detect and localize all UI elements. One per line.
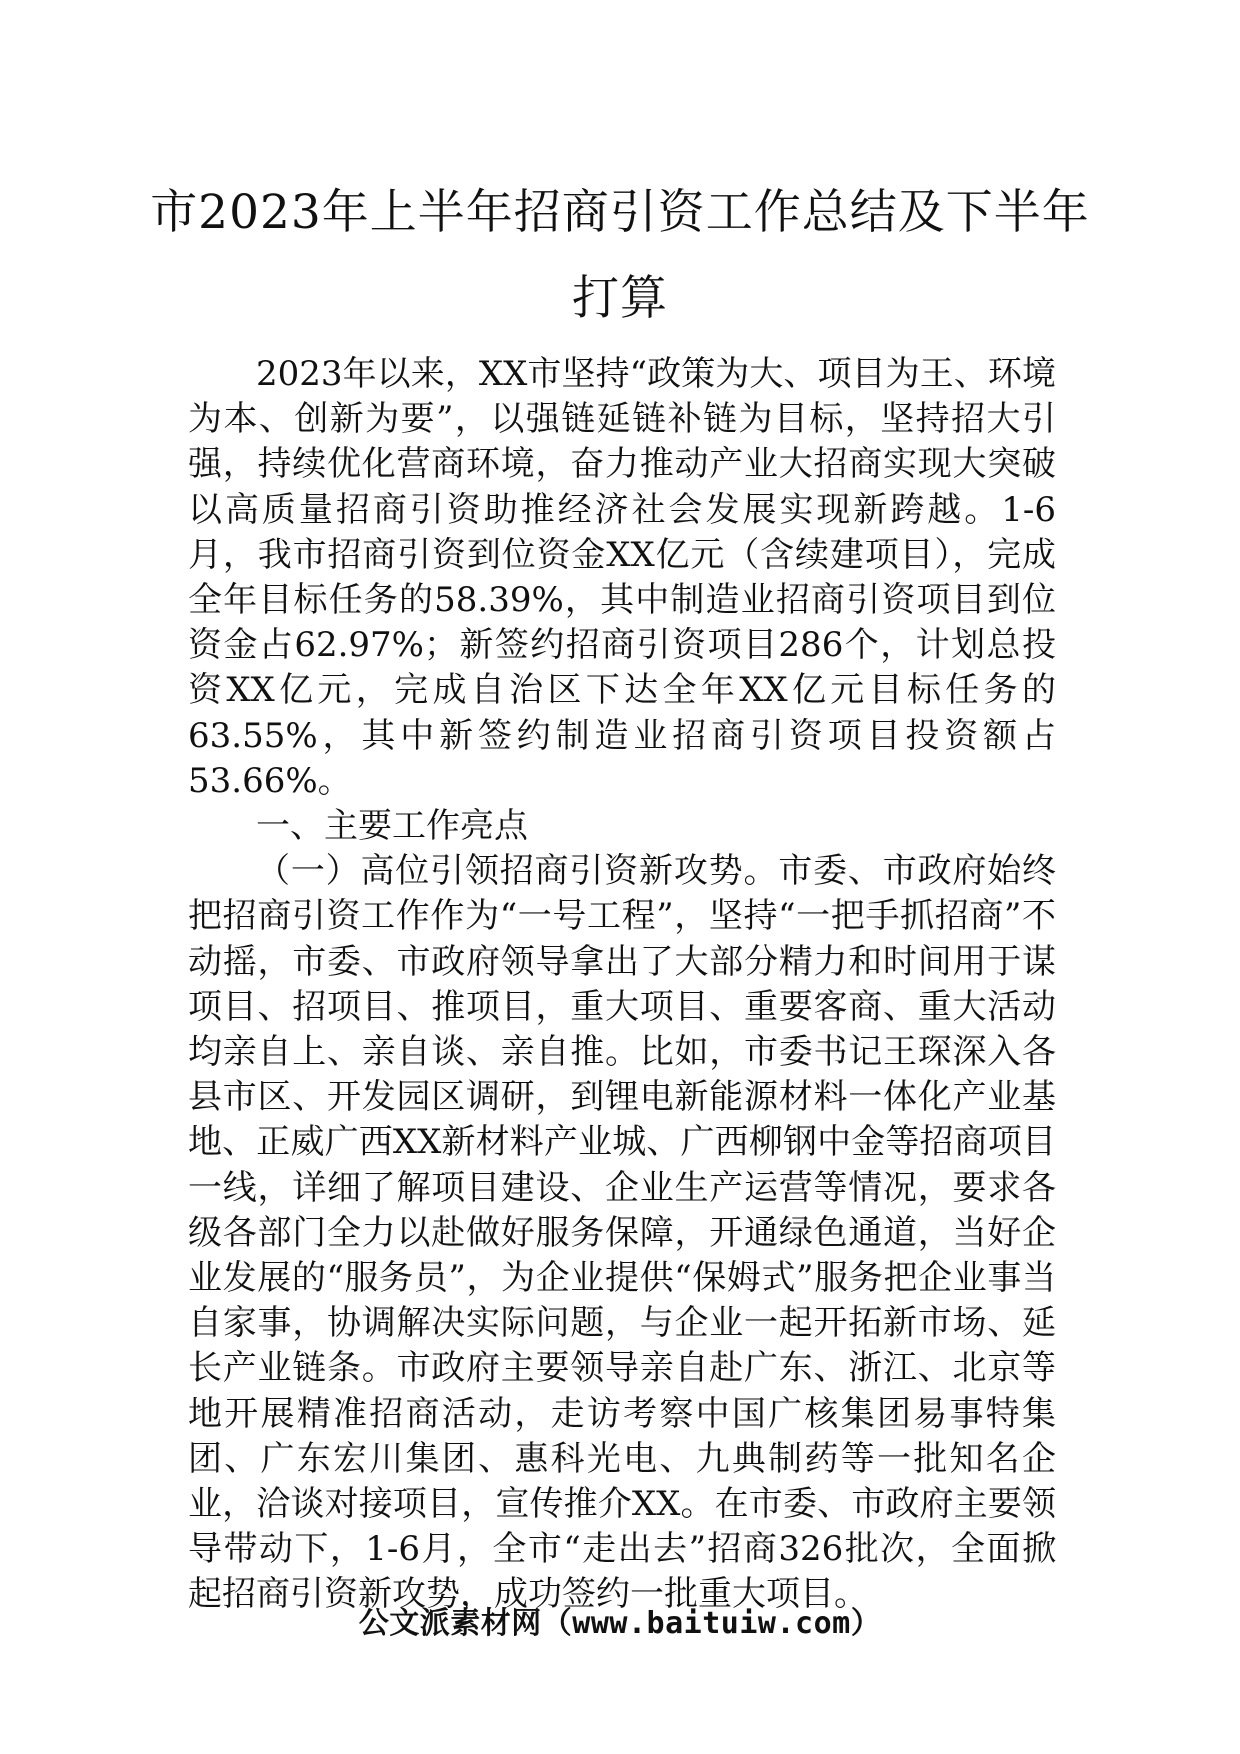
intro-paragraph: 2023年以来，XX市坚持“政策为大、项目为王、环境为本、创新为要”，以强链延链补链为目标，坚持招大引强，持续优化营商环境，奋力推动产业大招商实现大突破以高质量招商引资助推经济社会发展实现新跨越。1-6月，我市招商引资到位资金XX亿元（含续建项目），完成全年目标任务的58.39%，其中制造业招商引资项目到位资金占62.97%；新签约招商引资项目286个，计划总投资XX亿元，完成自治区下达全年XX亿元目标任务的63.55%，其中新签约制造业招商引资项目投资额占53.66%。	[188, 354, 1056, 801]
document-body	[188, 352, 1056, 1618]
document-title: 市2023年上半年招商引资工作总结及下半年打算	[150, 185, 1090, 326]
footer-watermark: 公文派素材网（www.baituiw.com）	[358, 1606, 882, 1641]
section-paragraph: （一）高位引领招商引资新攻势。市委、市政府始终把招商引资工作作为“一号工程”，坚持“一把手抓招商”不动摇，市委、市政府领导拿出了大部分精力和时间用于谋项目、招项目、推项目，重大项目、重要客商、重大活动均亲自上、亲自谈、亲自推。比如，市委书记王琛深入各县市区、开发园区调研，到锂电新能源材料一体化产业基地、正威广西XX新材料产业城、广西柳钢中金等招商项目一线，详细了解项目建设、企业生产运营等情况，要求各级各部门全力以赴做好服务保障，开通绿色通道，当好企业发展的“服务员”，为企业提供“保姆式”服务把企业事当自家事，协调解决实际问题，与企业一起开拓新市场、延长产业链条。市政府主要领导亲自赴广东、浙江、北京等地开展精准招商活动，走访考察中国广核集团易事特集团、广东宏川集团、惠科光电、九典制药等一批知名企业，洽谈对接项目，宣传推介XX。在市委、市政府主要领导带动下，1-6月，全市“走出去”招商326批次，全面掀起招商引资新攻势，成功签约一批重大项目。	[188, 851, 1056, 1615]
section-heading: 一、主要工作亮点	[256, 806, 528, 847]
